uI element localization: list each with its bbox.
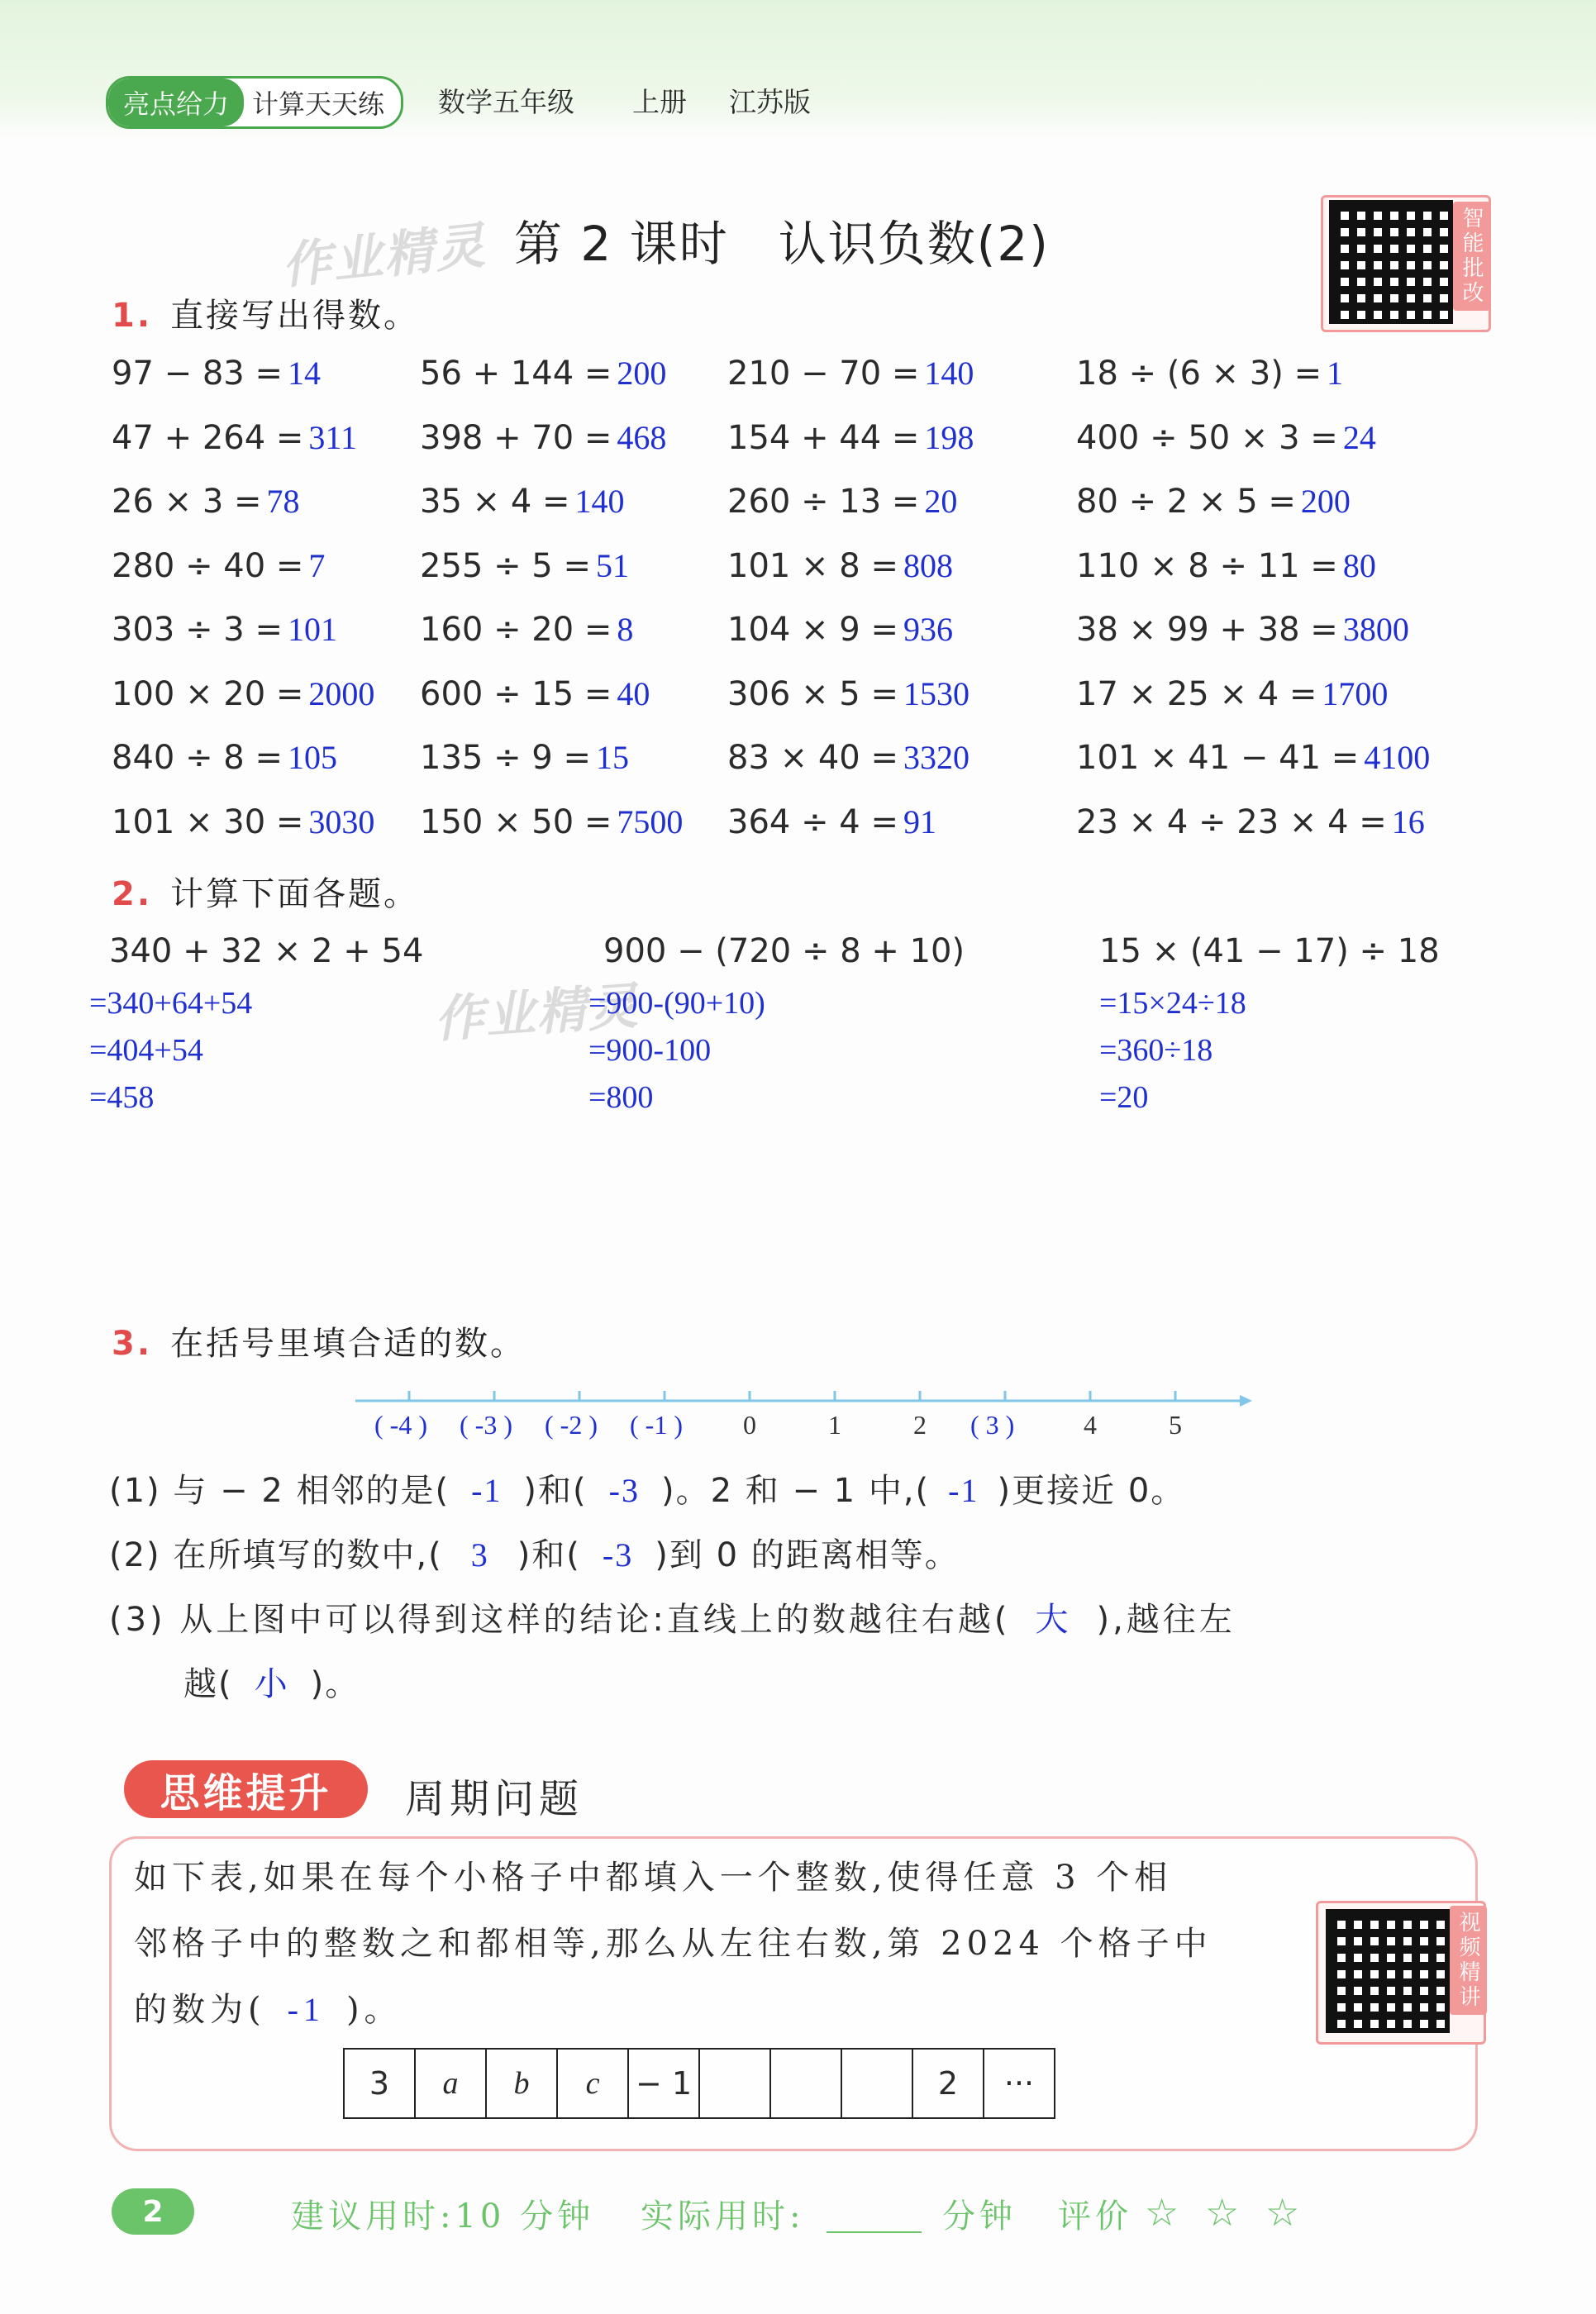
equation-answer: 16	[1391, 802, 1425, 840]
series-label: 计算天天练	[252, 88, 385, 120]
equation-text: 255 ÷ 5 =	[420, 546, 591, 585]
sequence-cell: c	[557, 2049, 628, 2118]
lesson-title: 第 2 课时 认识负数(2)	[514, 216, 1050, 272]
equation-answer: 311	[308, 418, 357, 456]
section-1-title: 直接写出得数。	[170, 297, 420, 335]
page-number: 2	[112, 2188, 194, 2235]
equation-answer: 14	[287, 355, 321, 392]
equation-text: 56 + 144 =	[420, 355, 612, 393]
equation-answer: 140	[574, 483, 625, 520]
equation-answer: 936	[903, 611, 953, 648]
question-3-3	[109, 1593, 1236, 1640]
section-3-title: 在括号里填合适的数。	[170, 1325, 526, 1363]
equation-answer: 91	[903, 802, 936, 840]
number-line-label: ( -2 )	[545, 1410, 598, 1440]
section-1-number: 1.	[112, 297, 153, 335]
problem-2-expression: 900 − (720 ÷ 8 + 10)	[603, 932, 965, 970]
thinking-line-2: 邻格子中的整数之和都相等,那么从左往右数,第 2024 个格子中	[134, 1925, 1212, 1963]
section-2-title: 计算下面各题。	[170, 875, 420, 913]
sequence-cell	[770, 2049, 841, 2118]
q2-fill-b: -3	[602, 1536, 634, 1574]
equation-answer: 40	[617, 674, 650, 712]
thinking-pill: 思维提升	[124, 1760, 368, 1818]
q2-text-b: )和(	[517, 1536, 581, 1574]
equation-answer: 8	[617, 611, 634, 648]
q1-text-a: (1) 与 − 2 相邻的是(	[109, 1472, 450, 1510]
equation-text: 38 × 99 + 38 =	[1076, 611, 1338, 649]
watermark: 作业精灵	[279, 217, 489, 296]
equation-answer: 2000	[308, 674, 375, 712]
equation-text: 154 + 44 =	[727, 418, 920, 457]
brand-label: 亮点给力	[108, 79, 244, 126]
sequence-cell	[841, 2049, 912, 2118]
equation-text: 97 − 83 =	[112, 355, 283, 393]
number-line-label: ( -3 )	[460, 1410, 512, 1440]
equation-answer: 4100	[1364, 739, 1431, 776]
star-icon-3[interactable]: ☆	[1265, 2190, 1300, 2235]
problem-3-expression: 15 × (41 − 17) ÷ 18	[1099, 932, 1440, 970]
problem-3-step-2: =360÷18	[1099, 1033, 1213, 1068]
sequence-cell: 3	[344, 2049, 415, 2118]
equation-answer: 140	[924, 355, 974, 392]
q3-text-c: 越(	[183, 1665, 233, 1703]
thinking-line-3-b: )。	[345, 1991, 403, 2029]
section-2-number: 2.	[112, 875, 153, 913]
q1-fill-b: -3	[608, 1472, 640, 1509]
section-3-number: 3.	[112, 1325, 153, 1363]
sequence-cell: − 1	[628, 2049, 699, 2118]
equation-answer: 78	[266, 483, 300, 520]
equation-answer: 1530	[903, 674, 970, 712]
number-line-label: ( -1 )	[630, 1410, 683, 1440]
equation-text: 135 ÷ 9 =	[420, 739, 591, 777]
equation-text: 101 × 41 − 41 =	[1076, 739, 1360, 777]
question-3-2	[109, 1529, 960, 1576]
equation-answer: 468	[617, 418, 667, 456]
problem-2-step-2: =900-100	[588, 1033, 712, 1068]
equation-text: 210 − 70 =	[727, 355, 920, 393]
actual-time-blank[interactable]	[827, 2231, 922, 2233]
problem-1-step-1: =340+64+54	[89, 986, 253, 1021]
equation-answer: 3320	[903, 739, 970, 776]
qr-code-video-icon[interactable]	[1326, 1909, 1450, 2033]
equation-text: 23 × 4 ÷ 23 × 4 =	[1076, 802, 1387, 841]
q2-text-c: )到 0 的距离相等。	[655, 1536, 960, 1574]
watermark-2: 作业精灵	[432, 977, 641, 1050]
number-line-arrow	[1240, 1395, 1252, 1407]
problem-1-expression: 340 + 32 × 2 + 54	[109, 932, 424, 970]
equation-answer: 15	[595, 739, 629, 776]
equation-text: 100 × 20 =	[112, 674, 304, 713]
equation-text: 398 + 70 =	[420, 418, 612, 457]
q3-text-b: ),越往左	[1096, 1601, 1236, 1639]
q3-fill-a: 大	[1035, 1601, 1072, 1638]
equation-text: 600 ÷ 15 =	[420, 674, 612, 713]
star-icon-1[interactable]: ☆	[1145, 2190, 1179, 2235]
equation-answer: 1700	[1322, 674, 1389, 712]
actual-time-unit: 分钟	[942, 2197, 1017, 2235]
equation-text: 840 ÷ 8 =	[112, 739, 283, 777]
equation-answer: 20	[924, 483, 958, 520]
qr-top-label: 智能批改	[1453, 202, 1490, 311]
sequence-cell: ···	[984, 2049, 1055, 2118]
thinking-title: 周期问题	[405, 1776, 584, 1822]
actual-time-label: 实际用时:	[641, 2197, 805, 2235]
q1-fill-c: -1	[948, 1472, 979, 1509]
number-line-label: 4	[1084, 1410, 1097, 1440]
equation-text: 80 ÷ 2 × 5 =	[1076, 483, 1296, 521]
rating-label: 评价	[1058, 2197, 1132, 2235]
equation-answer: 808	[903, 546, 953, 584]
number-line-label: 2	[913, 1410, 927, 1440]
sequence-cell	[699, 2049, 770, 2118]
edition-label: 江苏版	[729, 86, 811, 118]
equation-answer: 3800	[1342, 611, 1409, 648]
equation-answer: 200	[1300, 483, 1351, 520]
q1-text-b: )和(	[523, 1472, 588, 1510]
q3-text-a: (3) 从上图中可以得到这样的结论:直线上的数越往右越(	[109, 1601, 1011, 1639]
equation-text: 104 × 9 =	[727, 611, 898, 649]
equation-answer: 101	[287, 611, 337, 648]
problem-1-step-2: =404+54	[89, 1033, 203, 1068]
equation-answer: 51	[595, 546, 629, 584]
equation-answer: 1	[1327, 355, 1344, 392]
equation-text: 35 × 4 =	[420, 483, 570, 521]
thinking-line-3-a: 的数为(	[134, 1991, 266, 2029]
equation-text: 17 × 25 × 4 =	[1076, 674, 1317, 713]
number-line-label: 0	[743, 1410, 756, 1440]
q1-text-d: )更接近 0。	[997, 1472, 1186, 1510]
equation-text: 101 × 8 =	[727, 546, 898, 585]
equation-answer: 24	[1342, 418, 1376, 456]
thinking-answer: -1	[287, 1991, 325, 2028]
equation-text: 280 ÷ 40 =	[112, 546, 304, 585]
equation-text: 47 + 264 =	[112, 418, 304, 457]
q2-fill-a: 3	[470, 1536, 489, 1574]
number-line-label: 5	[1169, 1410, 1182, 1440]
equation-answer: 105	[287, 739, 337, 776]
equation-text: 364 ÷ 4 =	[727, 802, 898, 841]
suggested-time: 建议用时:10 分钟	[291, 2197, 595, 2235]
equation-answer: 7	[308, 546, 326, 584]
equation-answer: 7500	[617, 802, 684, 840]
q1-text-c: )。2 和 − 1 中,(	[660, 1472, 931, 1510]
sequence-cell: a	[415, 2049, 486, 2118]
star-icon-2[interactable]: ☆	[1205, 2190, 1240, 2235]
equation-text: 160 ÷ 20 =	[420, 611, 612, 649]
equation-answer: 80	[1342, 546, 1376, 584]
equation-text: 101 × 30 =	[112, 802, 304, 841]
equation-text: 306 × 5 =	[727, 674, 898, 713]
q3-fill-c: 小	[254, 1665, 289, 1702]
problem-2-step-1: =900-(90+10)	[588, 986, 765, 1021]
number-line-label: ( 3 )	[970, 1410, 1015, 1440]
subject-label: 数学五年级	[438, 86, 574, 118]
equation-answer: 200	[617, 355, 667, 392]
equation-answer: 3030	[308, 802, 375, 840]
problem-3-step-1: =15×24÷18	[1099, 986, 1246, 1021]
problem-3-step-3: =20	[1099, 1080, 1149, 1115]
equation-text: 18 ÷ (6 × 3) =	[1076, 355, 1322, 393]
number-line-label: 1	[828, 1410, 841, 1440]
problem-1-step-3: =458	[89, 1080, 155, 1115]
question-3-1	[109, 1464, 1185, 1512]
volume-label: 上册	[632, 86, 687, 118]
equation-text: 150 × 50 =	[420, 802, 612, 841]
problem-2-step-3: =800	[588, 1080, 654, 1115]
q1-fill-a: -1	[471, 1472, 503, 1509]
equation-text: 303 ÷ 3 =	[112, 611, 283, 649]
sequence-cell: 2	[912, 2049, 984, 2118]
q2-text-a: (2) 在所填写的数中,(	[109, 1536, 443, 1574]
equation-text: 110 × 8 ÷ 11 =	[1076, 546, 1338, 585]
sequence-table	[343, 2048, 1055, 2119]
number-line-label: ( -4 )	[374, 1410, 427, 1440]
equation-text: 83 × 40 =	[727, 739, 898, 777]
qr-bottom-label: 视频精讲	[1450, 1906, 1487, 2015]
sequence-cell: b	[486, 2049, 557, 2118]
equation-text: 26 × 3 =	[112, 483, 262, 521]
question-3-3-cont	[183, 1658, 360, 1705]
thinking-line-3	[134, 1983, 403, 2031]
equation-answer: 198	[924, 418, 974, 456]
q3-text-d: )。	[310, 1665, 360, 1703]
equation-text: 400 ÷ 50 × 3 =	[1076, 418, 1338, 457]
thinking-line-1: 如下表,如果在每个小格子中都填入一个整数,使得任意 3 个相	[134, 1859, 1173, 1897]
equation-text: 260 ÷ 13 =	[727, 483, 920, 521]
